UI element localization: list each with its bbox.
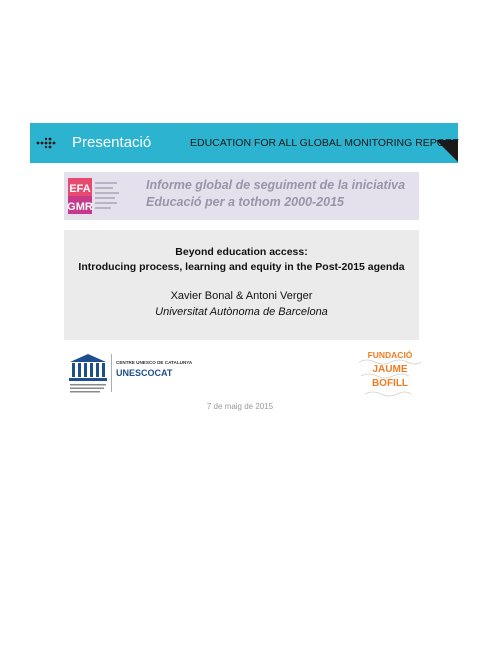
presentation-title-box xyxy=(64,230,419,340)
efa-line-1: Informe global de seguiment de la iniciativa xyxy=(146,178,406,192)
fundacio-jaume-bofill-logo xyxy=(355,348,425,400)
banner-subtitle: EDUCATION FOR ALL GLOBAL MONITORING REPORT xyxy=(190,137,459,149)
presentation-date: 7 de maig de 2015 xyxy=(206,402,274,411)
authors: Xavier Bonal & Antoni Verger xyxy=(170,290,313,302)
efa-report-box xyxy=(64,172,419,220)
presentation-title-line-1: Beyond education access: xyxy=(175,246,308,258)
banner-fold xyxy=(436,140,458,162)
unesco-small-text: CENTRE UNESCO DE CATALUNYA xyxy=(116,360,193,365)
jaume-word: JAUME xyxy=(372,364,408,375)
efa-report-text xyxy=(146,177,405,211)
efa-line-2: Educació per a tothom 2000-2015 xyxy=(146,195,344,209)
unesco-big-text: UNESCOCAT xyxy=(116,368,173,378)
unescocat-logo xyxy=(64,350,193,396)
presentation-title-line-2: Introducing process, learning and equity in the Post-2015 agenda xyxy=(78,261,405,273)
efa-logo-bottom: GMR xyxy=(67,201,93,213)
efa-logo-top: EFA xyxy=(69,183,91,195)
efa-gmr-logo xyxy=(68,178,128,214)
fundacio-word: FUNDACIÓ xyxy=(367,350,413,360)
title-banner xyxy=(30,123,458,163)
banner-title: Presentació xyxy=(72,134,152,151)
affiliation: Universitat Autònoma de Barcelona xyxy=(155,306,328,318)
arrow-dots-icon xyxy=(36,137,58,149)
bofill-word: BOFILL xyxy=(371,378,409,389)
